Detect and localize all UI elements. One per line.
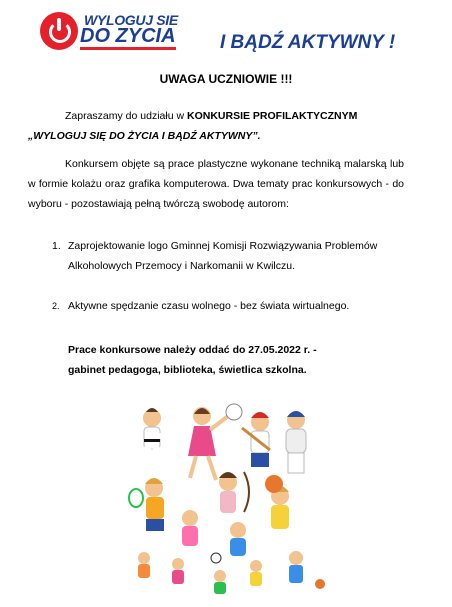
list-text: Zaprojektowanie logo Gminnej Komisji Rozwiązywania Problemów Alkoholowych Przemocy i Narkomanii w Kwilczu. (68, 240, 378, 272)
small-kids-group (138, 551, 325, 594)
power-button-icon (40, 12, 78, 50)
list-number: 2. (52, 301, 60, 311)
dancer-figure (188, 407, 228, 480)
intro-paragraph (28, 106, 404, 146)
logo-text-top: WYLOGUJ SIE (84, 12, 178, 28)
soccer-kid-figure (211, 522, 246, 563)
archer-kid-figure (219, 472, 249, 513)
deadline-line1: Prace konkursowe należy oddać do 27.05.2022 r. - (68, 344, 317, 356)
karate-kid-figure (134, 408, 182, 468)
deadline-line2: gabinet pedagoga, biblioteka, świetlica szkolna. (68, 364, 307, 376)
basketball-icon (265, 475, 283, 493)
header (40, 10, 420, 54)
football-kid-figure (286, 411, 306, 473)
intro-lead: Zapraszamy do udziału w (65, 110, 187, 122)
soccer-ball-icon (211, 553, 221, 563)
list-text: Aktywne spędzanie czasu wolnego - bez świata wirtualnego. (68, 300, 350, 312)
tennis-kid-figure (129, 478, 164, 531)
description-paragraph: Konkursem objęte są prace plastyczne wykonane techniką malarską lub w formie kolażu oraz grafika komputerowa. Dwa tematy prac konkursowych - do wyboru - pozostawiają pełną twórczą swobodę autorom: (28, 158, 404, 210)
volleyball-icon (226, 404, 242, 420)
gymnast-figure (182, 510, 198, 546)
baseball-kid-figure (242, 412, 270, 467)
contest-quote: „WYLOGUJ SIĘ DO ŻYCIA I BĄDŹ AKTYWNY”. (28, 130, 261, 142)
sporty-kids-illustration (120, 398, 340, 598)
deadline-info (68, 340, 408, 380)
page-title: UWAGA UCZNIOWIE !!! (159, 72, 293, 86)
contest-name: KONKURSIE PROFILAKTYCZNYM (186, 110, 358, 122)
basketball-kid-figure (265, 475, 289, 529)
list-number: 1. (52, 240, 61, 252)
logo-text-bottom: DO ZYCIA (80, 25, 176, 50)
slogan: I BĄDŹ AKTYWNY ! (220, 32, 396, 53)
